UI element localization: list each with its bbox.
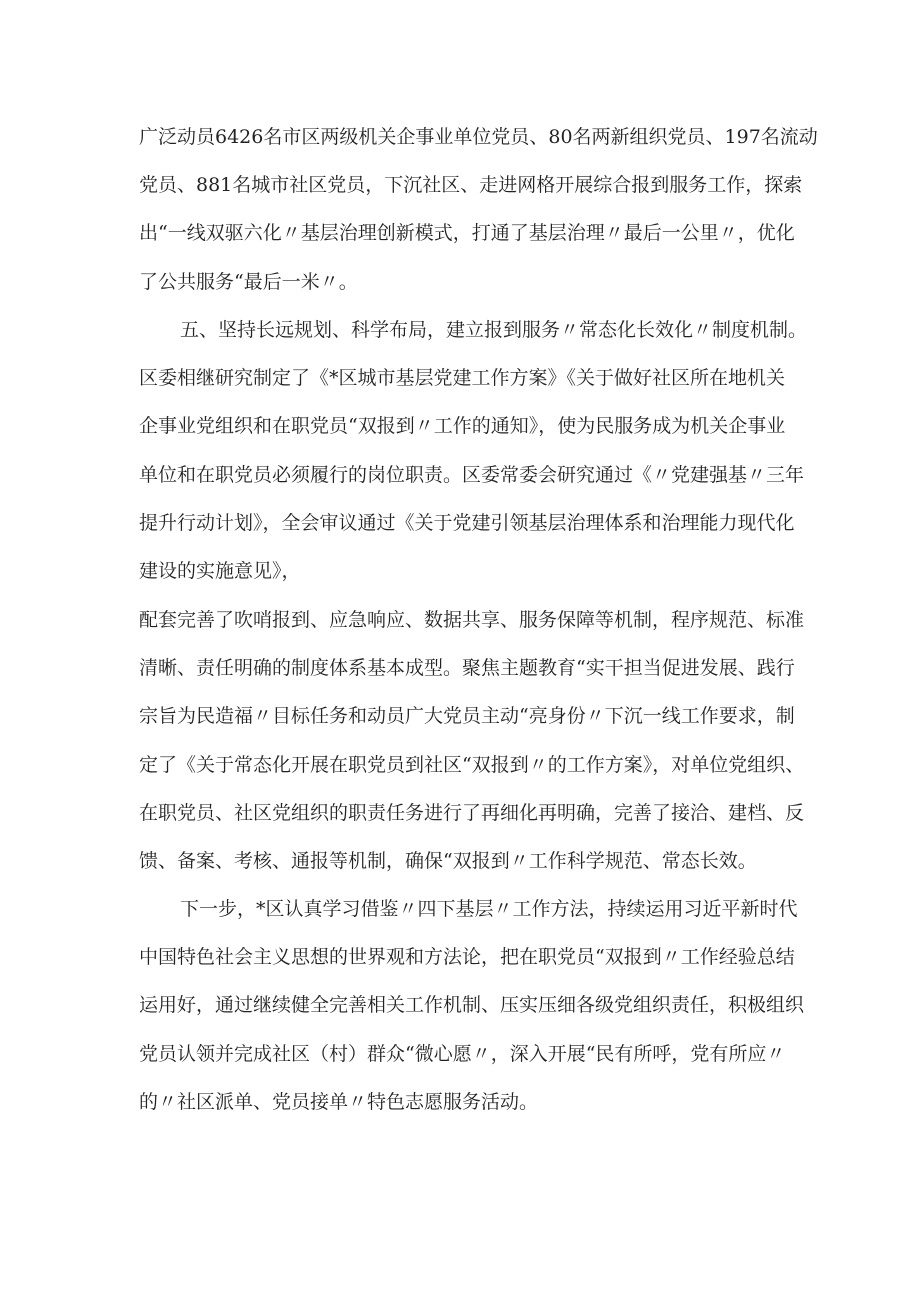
paragraph-3 — [139, 596, 805, 885]
text-line: 了公共服务“最后一米〃。 — [139, 270, 358, 293]
paragraph-4 — [139, 885, 805, 1126]
text-line: 清晰、责任明确的制度体系基本成型。聚焦主题教育“实干担当促进发展、践行 — [139, 657, 795, 680]
text-line: 广泛动员6426名市区两级机关企事业单位党员、80名两新组织党员、197名流动 — [139, 126, 818, 148]
text-line: 提升行动计划》，全会审议通过《关于党建引领基层治理体系和治理能力现代化 — [139, 511, 795, 534]
paragraph-1 — [139, 113, 818, 306]
text-line: 运用好，通过继续健全完善相关工作机制、压实压细各级党组织责任，积极组织 — [139, 994, 805, 1017]
text-line: 出“一线双驱六化〃基层治理创新模式，打通了基层治理〃最后一公里〃，优化 — [139, 222, 795, 245]
text-line: 宗旨为民造福〃目标任务和动员广大党员主动“亮身份〃下沉一线工作要求，制 — [139, 705, 795, 728]
text-line: 配套完善了吹哨报到、应急响应、数据共享、服务保障等机制，程序规范、标准 — [139, 609, 805, 631]
text-line: 建设的实施意见》， — [139, 559, 301, 582]
text-line: 下一步，*区认真学习借鉴〃四下基层〃工作方法，持续运用习近平新时代 — [180, 898, 798, 920]
text-line: 党员认领并完成社区（村）群众“微心愿〃，深入开展“民有所呼，党有所应〃 — [139, 1042, 786, 1065]
text-line: 企事业党组织和在职党员“双报到〃工作的通知》，使为民服务成为机关企事业 — [139, 415, 786, 438]
text-line: 定了《关于常态化开展在职党员到社区“双报到〃的工作方案》，对单位党组织、 — [139, 753, 805, 776]
text-line: 党员、881名城市社区党员，下沉社区、走进网格开展综合报到服务工作，探索 — [139, 174, 803, 197]
text-line: 的〃社区派单、党员接单〃特色志愿服务活动。 — [139, 1090, 539, 1113]
text-line: 中国特色社会主义思想的世界观和方法论，把在职党员“双报到〃工作经验总结 — [139, 946, 795, 969]
text-line: 五、坚持长远规划、科学布局，建立报到服务〃常态化长效化〃制度机制。 — [180, 319, 808, 341]
paragraph-2 — [139, 306, 808, 595]
text-line: 在职党员、社区党组织的职责任务进行了再细化再明确，完善了接洽、建档、反 — [139, 801, 805, 824]
text-line: 区委相继研究制定了《*区城市基层党建工作方案》《关于做好社区所在地机关 — [139, 367, 786, 390]
text-line: 单位和在职党员必须履行的岗位职责。区委常委会研究通过《〃党建强基〃三年 — [139, 463, 805, 486]
text-line: 馈、备案、考核、通报等机制，确保“双报到〃工作科学规范、常态长效。 — [139, 849, 757, 872]
